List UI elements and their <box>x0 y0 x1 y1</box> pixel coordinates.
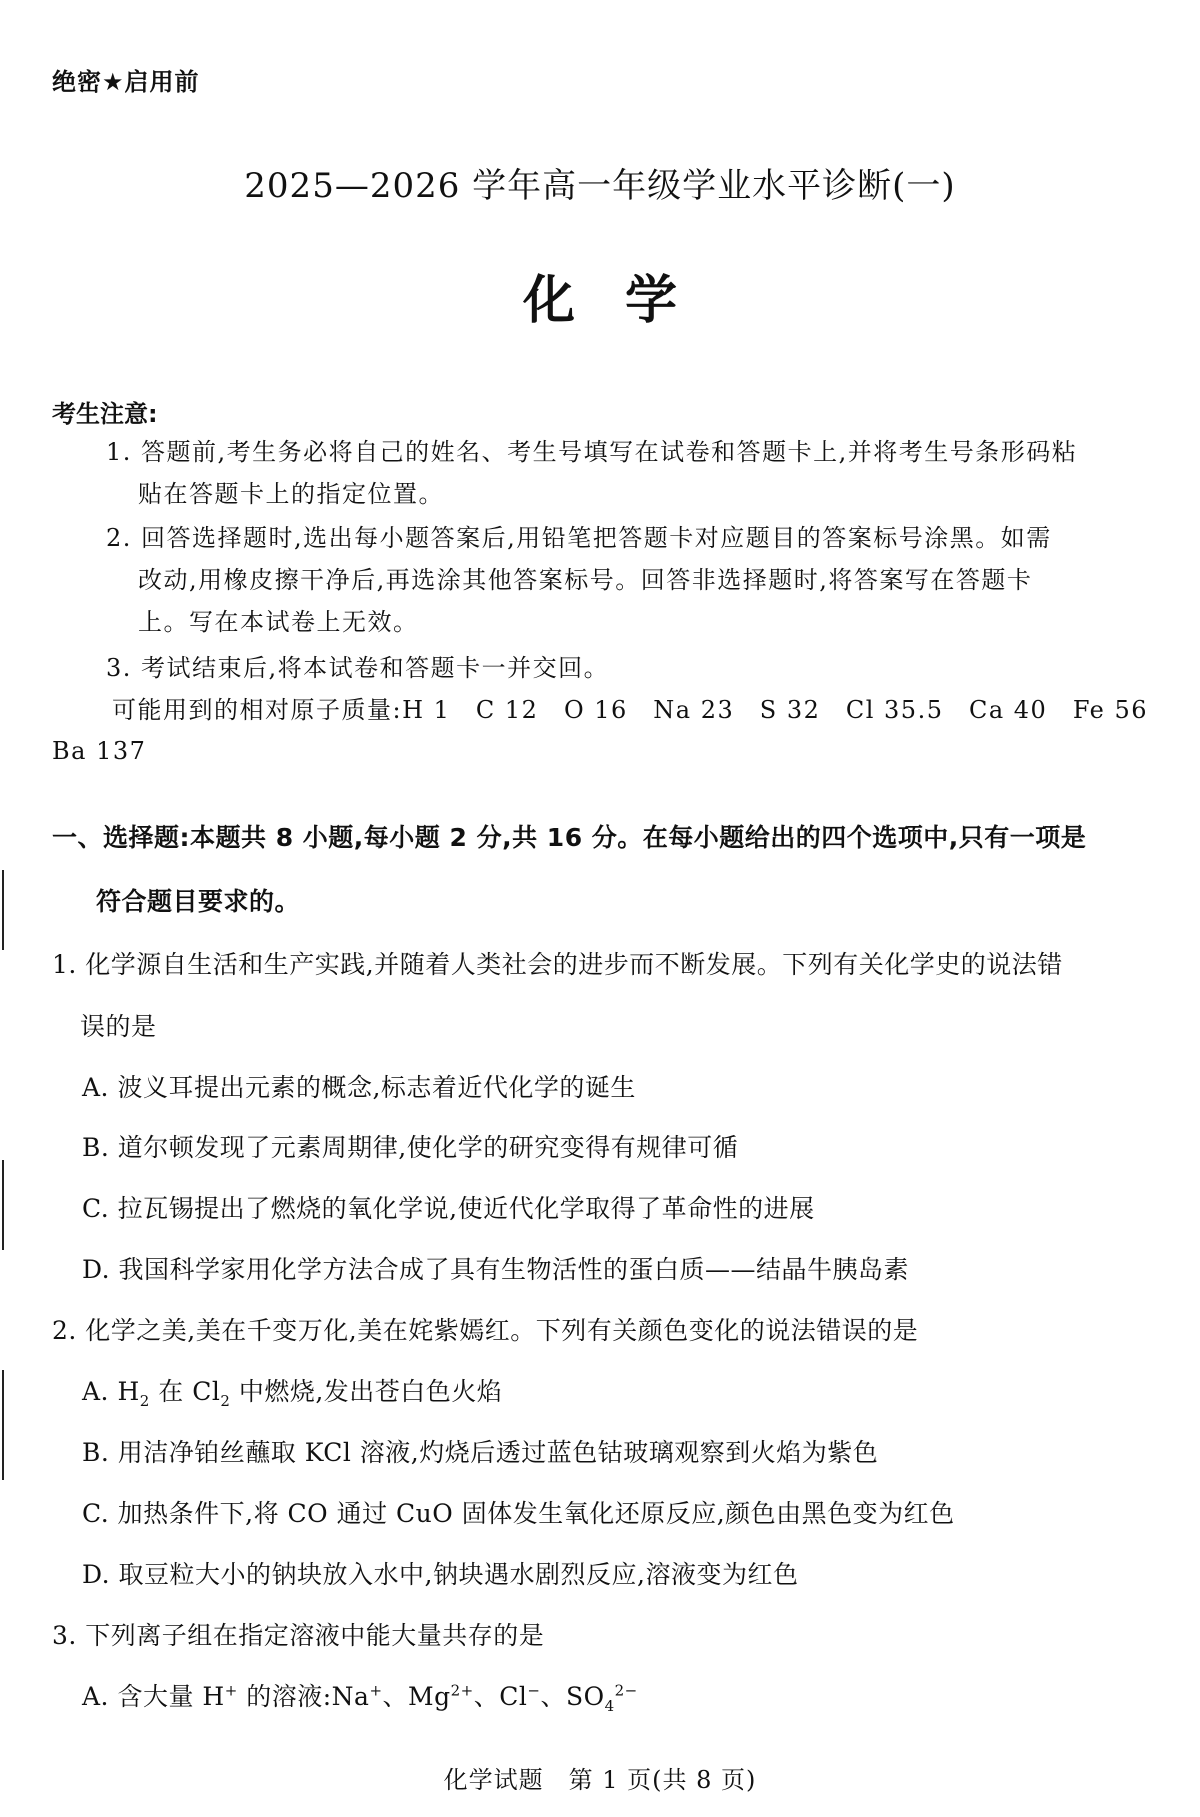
subject-title: 化学 <box>522 271 727 331</box>
question-1-option-d: D. 我国科学家用化学方法合成了具有生物活性的蛋白质——结晶牛胰岛素 <box>82 1255 910 1284</box>
section-heading-cont: 符合题目要求的。 <box>96 887 301 916</box>
atomic-masses: 可能用到的相对原子质量:H 1 C 12 O 16 Na 23 S 32 Cl 35.5 Ca 40 Fe 56 <box>112 696 1149 724</box>
question-1-stem-cont: 误的是 <box>80 1012 157 1041</box>
question-1-option-a: A. 波义耳提出元素的概念,标志着近代化学的诞生 <box>82 1073 636 1102</box>
notice-item-3: 3. 考试结束后,将本试卷和答题卡一并交回。 <box>106 654 610 682</box>
margin-mark <box>2 1370 4 1480</box>
question-3-option-a: A. 含大量 H+ 的溶液:Na+、$Mg^{2+}$、Cl−、$SO_4^{2-}$ <box>82 1681 638 1715</box>
question-2-option-b: B. 用洁净铂丝蘸取 KCl 溶液,灼烧后透过蓝色钴玻璃观察到火焰为紫色 <box>82 1438 879 1467</box>
question-1-option-c: C. 拉瓦锡提出了燃烧的氧化学说,使近代化学取得了革命性的进展 <box>82 1194 815 1223</box>
question-1-option-b: B. 道尔顿发现了元素周期律,使化学的研究变得有规律可循 <box>82 1133 739 1162</box>
question-2-option-d: D. 取豆粒大小的钠块放入水中,钠块遇水剧烈反应,溶液变为红色 <box>82 1560 799 1589</box>
margin-mark <box>2 1160 4 1250</box>
confidential-label: 绝密★启用前 <box>52 68 200 96</box>
section-heading: 一、选择题:本题共 8 小题,每小题 2 分,共 16 分。在每小题给出的四个选项中,只有一项是 <box>52 823 1087 852</box>
notice-item-2-cont: 改动,用橡皮擦干净后,再选涂其他答案标号。回答非选择题时,将答案写在答题卡 <box>138 566 1033 594</box>
exam-title: 2025—2026 学年高一年级学业水平诊断(一) <box>244 166 956 206</box>
notice-item-2-cont: 上。写在本试卷上无效。 <box>138 608 419 636</box>
notice-heading: 考生注意: <box>52 400 158 428</box>
question-2-option-c: C. 加热条件下,将 CO 通过 CuO 固体发生氧化还原反应,颜色由黑色变为红色 <box>82 1499 955 1528</box>
page-footer: 化学试题 第 1 页(共 8 页) <box>443 1766 757 1794</box>
notice-item-1: 1. 答题前,考生务必将自己的姓名、考生号填写在试卷和答题卡上,并将考生号条形码粘 <box>106 438 1078 466</box>
margin-mark <box>2 870 4 950</box>
question-2-option-a: A. $H_2$ 在 $Cl_2$ 中燃烧,发出苍白色火焰 <box>82 1377 503 1410</box>
atomic-masses-cont: Ba 137 <box>52 737 147 765</box>
question-2-stem: 2. 化学之美,美在千变万化,美在姹紫嫣红。下列有关颜色变化的说法错误的是 <box>52 1316 919 1345</box>
notice-item-1-cont: 贴在答题卡上的指定位置。 <box>138 480 444 508</box>
notice-item-2: 2. 回答选择题时,选出每小题答案后,用铅笔把答题卡对应题目的答案标号涂黑。如需 <box>106 524 1052 552</box>
question-3-stem: 3. 下列离子组在指定溶液中能大量共存的是 <box>52 1621 545 1650</box>
question-1-stem: 1. 化学源自生活和生产实践,并随着人类社会的进步而不断发展。下列有关化学史的说法错 <box>52 950 1063 979</box>
